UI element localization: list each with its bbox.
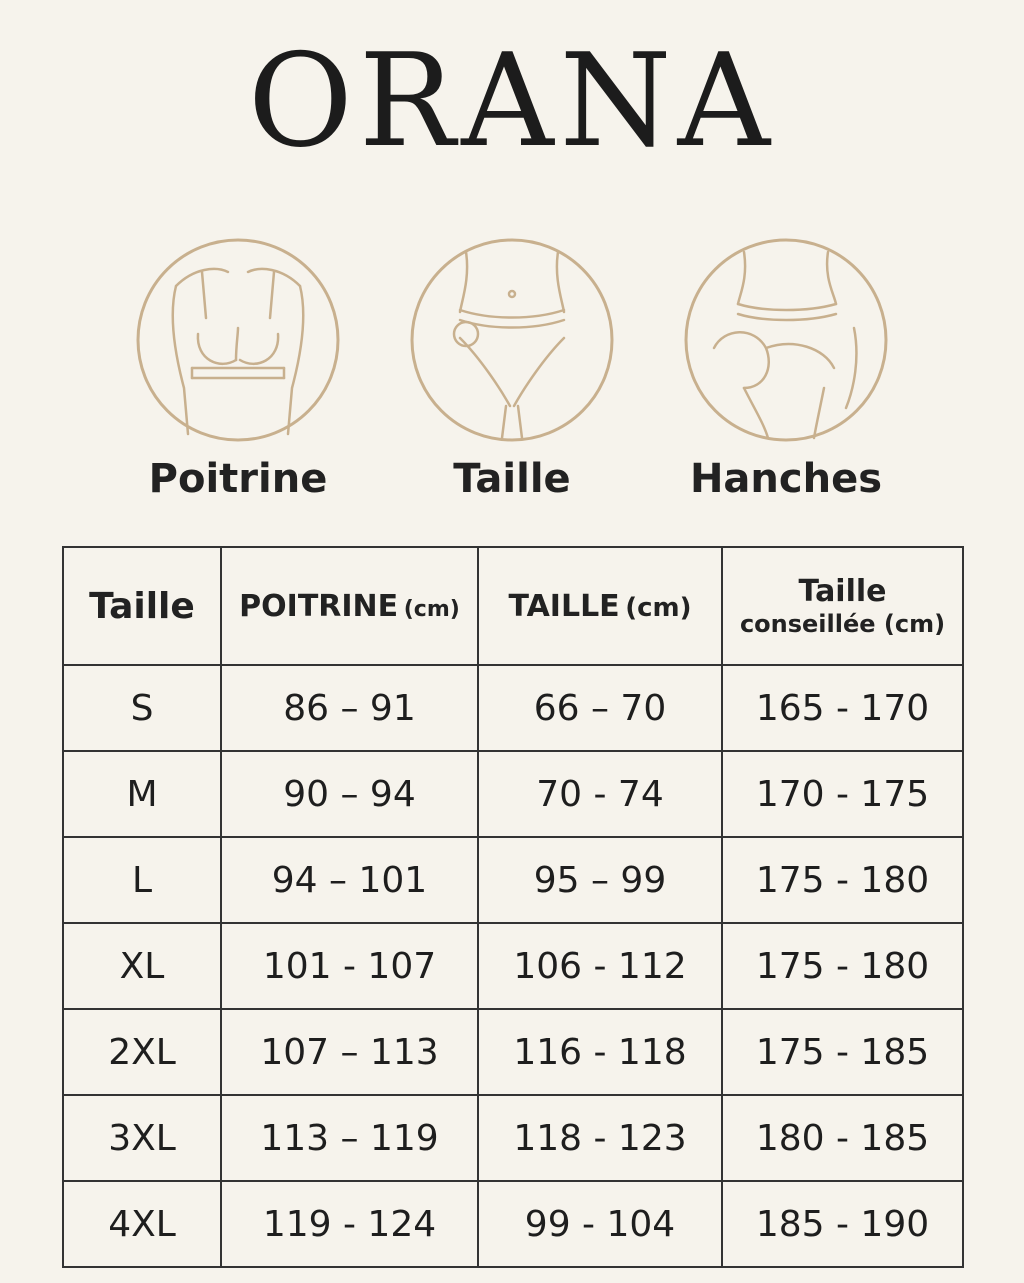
header-bust-unit: (cm) <box>403 596 460 622</box>
header-advised-line1: Taille <box>798 573 887 609</box>
cell-waist: 106 - 112 <box>478 923 722 1009</box>
size-chart-table <box>62 546 964 1268</box>
cell-waist: 99 - 104 <box>478 1181 722 1267</box>
cell-waist: 66 – 70 <box>478 665 722 751</box>
cell-bust: 90 – 94 <box>221 751 478 837</box>
cell-advised: 175 - 180 <box>722 923 963 1009</box>
measurement-hips <box>656 238 916 502</box>
cell-bust: 119 - 124 <box>221 1181 478 1267</box>
table-row <box>63 1095 963 1181</box>
cell-size: S <box>63 665 221 751</box>
cell-waist: 70 - 74 <box>478 751 722 837</box>
measurement-label: Taille <box>453 456 571 502</box>
bust-measure-icon <box>136 238 340 442</box>
cell-advised: 170 - 175 <box>722 751 963 837</box>
header-advised-line2: conseillée (cm) <box>739 609 946 638</box>
table-row <box>63 1009 963 1095</box>
header-waist <box>478 547 722 665</box>
header-waist-unit: (cm) <box>625 592 692 623</box>
header-bust-label: POITRINE <box>239 588 399 624</box>
header-advised <box>722 547 963 665</box>
cell-bust: 94 – 101 <box>221 837 478 923</box>
cell-size: M <box>63 751 221 837</box>
cell-advised: 180 - 185 <box>722 1095 963 1181</box>
brand-logo: ORANA <box>247 27 777 176</box>
measurement-label: Poitrine <box>148 456 328 502</box>
measurement-icons <box>0 0 1024 540</box>
cell-size: 2XL <box>63 1009 221 1095</box>
cell-size: L <box>63 837 221 923</box>
cell-size: 3XL <box>63 1095 221 1181</box>
cell-advised: 175 - 185 <box>722 1009 963 1095</box>
measurement-bust <box>108 238 368 502</box>
header-size <box>63 547 221 665</box>
measurement-waist <box>382 238 642 502</box>
cell-bust: 113 – 119 <box>221 1095 478 1181</box>
waist-measure-icon <box>410 238 614 442</box>
cell-advised: 165 - 170 <box>722 665 963 751</box>
cell-advised: 175 - 180 <box>722 837 963 923</box>
hips-measure-icon <box>684 238 888 442</box>
table-row <box>63 837 963 923</box>
header-waist-label: TAILLE <box>508 588 620 624</box>
header-size-label: Taille <box>89 585 195 627</box>
cell-advised: 185 - 190 <box>722 1181 963 1267</box>
cell-bust: 86 – 91 <box>221 665 478 751</box>
cell-bust: 107 – 113 <box>221 1009 478 1095</box>
cell-size: 4XL <box>63 1181 221 1267</box>
table-row <box>63 665 963 751</box>
table-row <box>63 1181 963 1267</box>
cell-bust: 101 - 107 <box>221 923 478 1009</box>
cell-size: XL <box>63 923 221 1009</box>
header-bust <box>221 547 478 665</box>
cell-waist: 116 - 118 <box>478 1009 722 1095</box>
cell-waist: 95 – 99 <box>478 837 722 923</box>
measurement-label: Hanches <box>689 456 883 502</box>
table-row <box>63 923 963 1009</box>
cell-waist: 118 - 123 <box>478 1095 722 1181</box>
table-header-row <box>63 547 963 665</box>
table-row <box>63 751 963 837</box>
